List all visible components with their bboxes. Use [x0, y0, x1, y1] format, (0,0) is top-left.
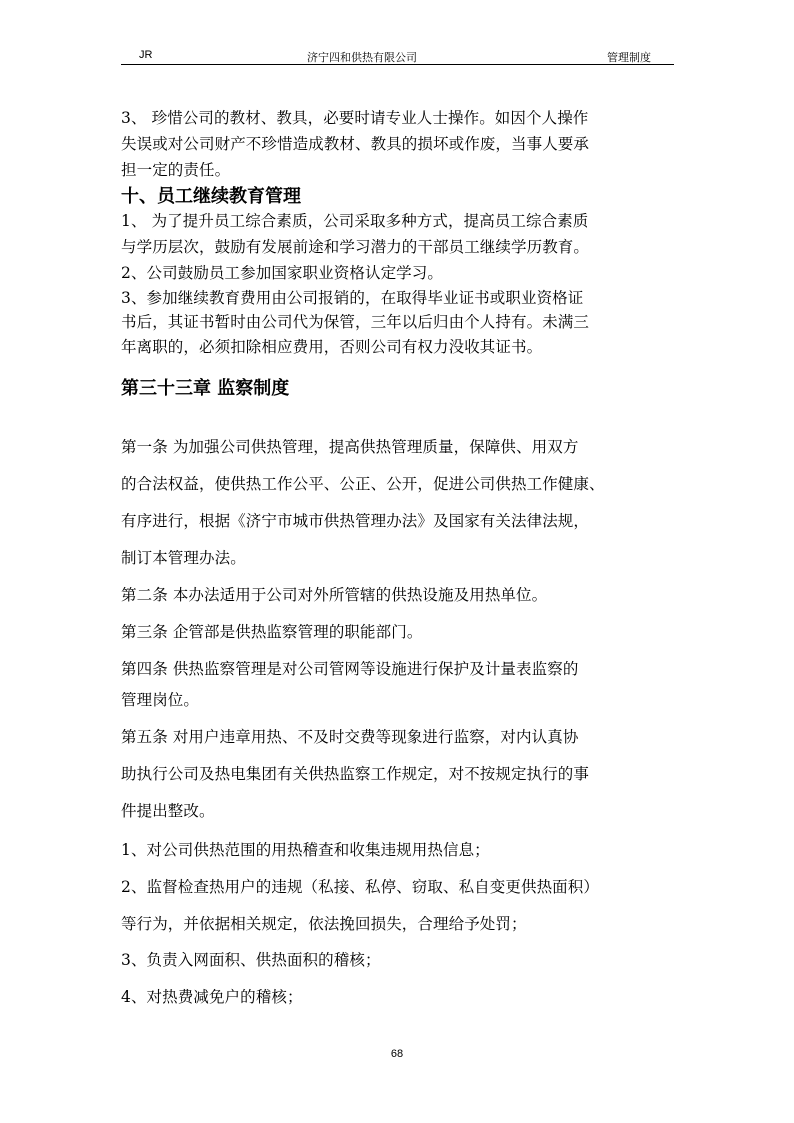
page-number: 68 — [390, 1048, 404, 1060]
paragraph-line: 2、监督检查热用户的违规（私接、私停、窃取、私自变更供热面积） — [121, 878, 599, 896]
chapter-title: 第三十三章 监察制度 — [121, 378, 290, 399]
paragraph-line: 书后，其证书暂时由公司代为保管，三年以后归由个人持有。未满三 — [121, 313, 590, 331]
paragraph-line: 管理岗位。 — [121, 691, 200, 709]
paragraph-line: 3、 珍惜公司的教材、教具，必要时请专业人士操作。如因个人操作 — [121, 109, 589, 127]
paragraph-line: 有序进行，根据《济宁市城市供热管理办法》及国家有关法律法规， — [121, 512, 590, 530]
paragraph-line: 3、负责入网面积、供热面积的稽核； — [121, 951, 381, 969]
paragraph-line: 4、对热费减免户的稽核； — [121, 988, 303, 1006]
paragraph-line: 第二条 本办法适用于公司对外所管辖的供热设施及用热单位。 — [121, 586, 548, 604]
paragraph-line: 与学历层次，鼓励有发展前途和学习潜力的干部员工继续学历教育。 — [121, 238, 590, 256]
section-title: 十、员工继续教育管理 — [121, 186, 301, 207]
paragraph-line: 2、公司鼓励员工参加国家职业资格认定学习。 — [121, 264, 443, 282]
paragraph-line: 助执行公司及热电集团有关供热监察工作规定，对不按规定执行的事 — [121, 765, 590, 783]
paragraph-line: 第五条 对用户违章用热、不及时交费等现象进行监察，对内认真协 — [121, 728, 579, 746]
paragraph-line: 年离职的，必须扣除相应费用，否则公司有权力没收其证书。 — [121, 338, 543, 356]
paragraph-line: 第四条 供热监察管理是对公司管网等设施进行保护及计量表监察的 — [121, 660, 579, 678]
paragraph-line: 第一条 为加强公司供热管理，提高供热管理质量，保障供、用双方 — [121, 438, 579, 456]
page-header — [121, 40, 674, 65]
paragraph-line: 件提出整改。 — [121, 802, 215, 820]
paragraph-line: 的合法权益，使供热工作公平、公正、公开，促进公司供热工作健康、 — [121, 475, 605, 493]
paragraph-line: 1、 为了提升员工综合素质，公司采取多种方式，提高员工综合素质 — [121, 212, 589, 230]
paragraph-line: 制订本管理办法。 — [121, 549, 246, 567]
header-left-text: JR — [139, 49, 153, 61]
paragraph-line: 第三条 企管部是供热监察管理的职能部门。 — [121, 623, 423, 641]
header-doc-type: 管理制度 — [607, 52, 651, 64]
paragraph-line: 3、参加继续教育费用由公司报销的，在取得毕业证书或职业资格证 — [121, 289, 584, 307]
header-company-name: 济宁四和供热有限公司 — [307, 52, 417, 64]
paragraph-line: 担一定的责任。 — [121, 161, 231, 179]
paragraph-line: 1、对公司供热范围的用热稽查和收集违规用热信息； — [121, 841, 490, 859]
paragraph-line: 等行为，并依据相关规定，依法挽回损失，合理给予处罚； — [121, 915, 527, 933]
paragraph-line: 失误或对公司财产不珍惜造成教材、教具的损坏或作废，当事人要承 — [121, 135, 590, 153]
